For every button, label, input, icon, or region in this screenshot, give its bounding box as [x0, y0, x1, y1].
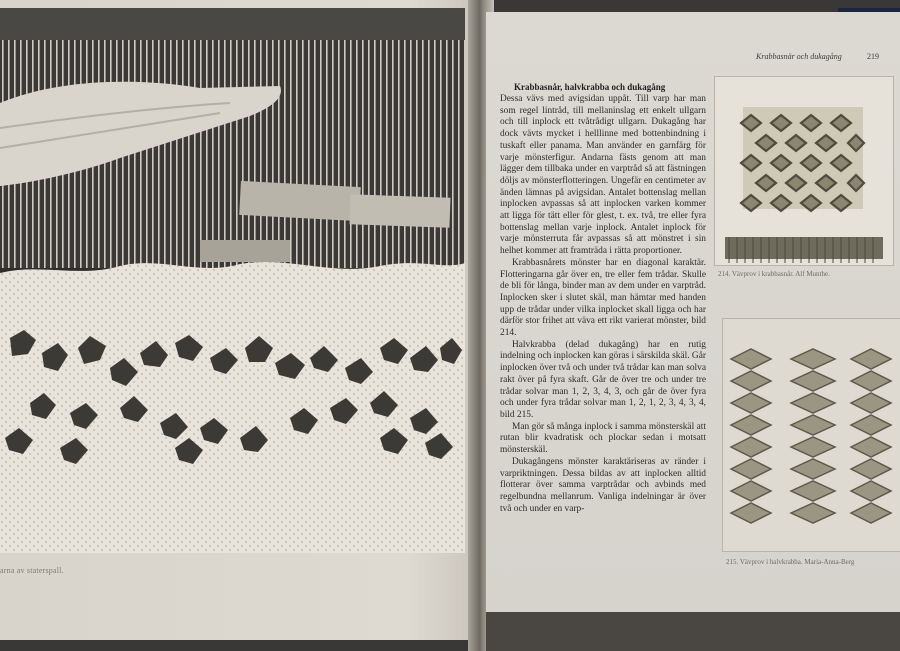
- paragraph: Man gör så många inplock i samma mönsterskäl att rutan blir kvadratisk och plockar sedan i motsatt mönsterskäl.: [500, 421, 706, 456]
- right-page: [486, 12, 900, 612]
- loom-illustration: [0, 8, 465, 553]
- paragraph: Krabbasnårets mönster har en diagonal karaktär. Flotteringarna går över en, tre eller fem trådar. Skulle de bli för långa, binder man av dem under en varptråd. Inplocken sker i slutet skäl, man hämtar med handen upp de trådar under vilka inplocket skall ligga och har därför stor frihet att väva ett rikt varierat mönster, bild 214.: [500, 257, 706, 339]
- figure-214-caption: 214. Vävprov i krabbasnår. Alf Munthe.: [718, 270, 830, 278]
- section-heading: Krabbasnår, halvkrabba och dukagång: [514, 82, 666, 92]
- figure-halvkrabba: [722, 318, 900, 552]
- figure-215-caption: 215. Vävprov i halvkrabba. Maria-Anna-Berg: [726, 558, 855, 566]
- body-text: [500, 94, 706, 515]
- paragraph: Dukagångens mönster karaktäriseras av ränder i varpriktningen. Dessa bildas av att inplocken alltid flotterar över samma varptrådar och avbinds med regelbundna mellanrum. Vanliga indelningar är över två och under en varp-: [500, 456, 706, 514]
- krabbasnar-sample: [715, 77, 893, 265]
- paragraph: Halvkrabba (delad dukagång) har en rutig indelning och inplocken kan göras i särskilda skäl. Går inplocken över två och under två trådar kan man solva rakt över på fyra skaft. Går de över tre och under tre trådar solvar man 1, 2, 3, 4, 3, och går de över fyra och under fyra trådar solvar man 1, 2, 1, 2, 3, 4, 3, 4, bild 215.: [500, 339, 706, 420]
- weaving-loom-photo: [0, 8, 465, 553]
- page-number: 219: [867, 52, 879, 61]
- running-head: Krabbasnär och dukagång: [756, 52, 842, 61]
- table-surface: [486, 612, 900, 651]
- left-photo-caption: arna av staterspall.: [0, 566, 64, 575]
- figure-krabbasnar: [714, 76, 894, 266]
- paragraph: Dessa vävs med avigsidan uppåt. Till varp har man som regel lintråd, till mellaninslag ett enkelt ullgarn och till inplock ett tvåtrådigt ullgarn. Dukagång har dock vävts mycket i helllinne med bottenbindning i tuskaft eller panama. Man använder en garnfärg för varje mönsterfigur. Andarna fästs genom att man lägger dem tillbaka under en varptråd så att fästningen döljs av mönsterflotteringen. Ungefär en centimeter av änden lämnas på avigsidan. Antalet bottenslag mellan inplocken avpassas så att inplocken varken kommer att ligga för tätt eller för glest, t. ex. två, tre eller fyra bottenslag mellan varje inplock. Antalet inplock för varje mönsterruta får avpassas så att mönstret i sin helhet kommer att framträda i rätta proportioner.: [500, 94, 706, 257]
- halvkrabba-sample: [723, 319, 900, 551]
